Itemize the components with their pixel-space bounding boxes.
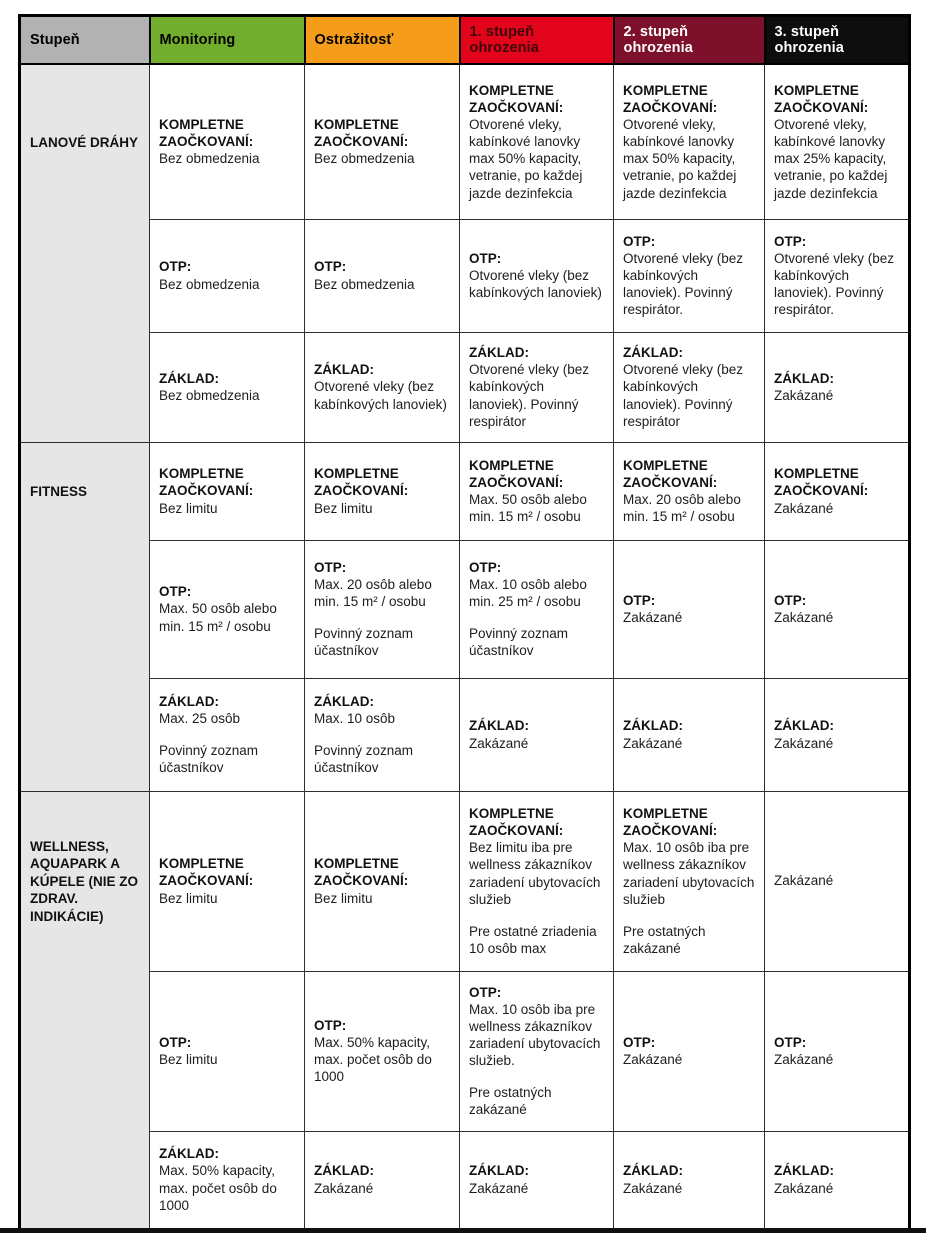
- group-label: FITNESS: [30, 483, 88, 499]
- cell-title: KOMPLETNE ZAOČKOVANÍ:: [314, 856, 409, 889]
- cell-title: ZÁKLAD:: [774, 718, 834, 734]
- cell-body: Zakázané: [774, 1052, 834, 1067]
- cell-title: KOMPLETNE ZAOČKOVANÍ:: [623, 805, 718, 839]
- cell-body: Zakázané: [774, 388, 834, 403]
- cell-title: KOMPLETNE ZAOČKOVANÍ:: [774, 82, 869, 115]
- cell-title: OTP:: [623, 1034, 656, 1050]
- restrictions-table: [18, 14, 911, 1231]
- group-label: WELLNESS, AQUAPARK A KÚPELE (NIE ZO ZDRAV. INDIKÁCIE): [30, 838, 139, 924]
- page-bottom-rule: [0, 1228, 926, 1233]
- cell-g3-r2-c1: [150, 971, 305, 1131]
- cell-title: OTP:: [159, 1034, 192, 1050]
- cell-body: Zakázané: [623, 610, 683, 625]
- header-cell-stage: Stupeň: [20, 16, 150, 65]
- cell-g3-r2-c4: [614, 971, 765, 1131]
- table-row: [20, 540, 910, 678]
- cell-g2-r1-c4: [614, 442, 765, 540]
- cell-body: Max. 20 osôb alebo min. 15 m² / osobu: [623, 492, 741, 525]
- cell-title: ZÁKLAD:: [623, 718, 683, 734]
- cell-g2-r3-c1: [150, 678, 305, 791]
- cell-body: Zakázané: [774, 500, 834, 516]
- cell-body: Max. 10 osôb: [314, 710, 396, 726]
- cell-title: KOMPLETNE ZAOČKOVANÍ:: [469, 805, 564, 839]
- cell-body: Bez obmedzenia: [159, 151, 260, 167]
- group-label: LANOVÉ DRÁHY: [30, 134, 139, 150]
- cell-body: Bez obmedzenia: [314, 276, 415, 292]
- cell-title: OTP:: [774, 233, 807, 249]
- table-row: [20, 678, 910, 791]
- cell-title: OTP:: [314, 259, 347, 275]
- cell-body: Otvorené vleky, kabínkové lanovky max 50% kapacity, vetranie, po každej jazde dezinfekcia: [469, 117, 583, 201]
- cell-g3-r1-c1: [150, 791, 305, 971]
- cell-title: OTP:: [469, 984, 502, 1000]
- cell-g2-r1-c2: [305, 442, 460, 540]
- cell-g2-r1-c3: [460, 442, 614, 540]
- cell-body-secondary: Povinný zoznam účastníkov: [469, 626, 569, 659]
- table-row: [20, 971, 910, 1131]
- cell-g2-r3-c4: [614, 678, 765, 791]
- cell-g3-r1-c2: [305, 791, 460, 971]
- cell-body-secondary: Pre ostatné zriadenia 10 osôb max: [469, 923, 597, 956]
- cell-title: ZÁKLAD:: [159, 693, 219, 709]
- cell-body-secondary: Pre ostatných zakázané: [623, 923, 706, 956]
- cell-g3-r1-c4: [614, 791, 765, 971]
- cell-title: KOMPLETNE ZAOČKOVANÍ:: [623, 82, 718, 115]
- cell-body: Max. 50 osôb alebo min. 15 m² / osobu: [159, 601, 277, 634]
- cell-body: Zakázané: [774, 610, 834, 625]
- cell-body-secondary: Pre ostatných zakázané: [469, 1085, 552, 1118]
- cell-body: Otvorené vleky (bez kabínkových lanoviek): [314, 379, 447, 412]
- cell-g1-r1-c1: [150, 64, 305, 219]
- cell-body: Bez limitu iba pre wellness zákazníkov zariadení ubytovacích služieb: [469, 840, 601, 907]
- cell-body: Zakázané: [314, 1180, 374, 1196]
- cell-g3-r2-c5: [765, 971, 910, 1131]
- cell-title: ZÁKLAD:: [774, 1163, 834, 1179]
- cell-g1-r1-c3: [460, 64, 614, 219]
- cell-body: Otvorené vleky (bez kabínkových lanoviek). Povinný respirátor: [623, 362, 744, 429]
- cell-body: Max. 50 osôb alebo min. 15 m² / osobu: [469, 492, 587, 525]
- cell-g3-r2-c2: [305, 971, 460, 1131]
- cell-body: Otvorené vleky, kabínkové lanovky max 50% kapacity, vetranie, po každej jazde dezinfekcia: [623, 117, 737, 201]
- cell-g2-r2-c3: [460, 540, 614, 678]
- cell-body: Zakázané: [623, 1052, 683, 1067]
- cell-body: Bez limitu: [159, 500, 218, 516]
- cell-body: Max. 50% kapacity, max. počet osôb do 1000: [159, 1163, 277, 1213]
- cell-body: Bez limitu: [159, 890, 218, 906]
- header-cell-monitoring: Monitoring: [150, 16, 305, 65]
- cell-g1-r3-c3: [460, 332, 614, 442]
- cell-g2-r2-c5: [765, 540, 910, 678]
- cell-body: Zakázané: [623, 1180, 683, 1196]
- cell-g2-r2-c1: [150, 540, 305, 678]
- cell-body: Bez obmedzenia: [159, 276, 260, 292]
- cell-title: OTP:: [159, 584, 192, 600]
- cell-body: Otvorené vleky (bez kabínkových lanoviek). Povinný respirátor.: [623, 250, 744, 318]
- cell-body: Zakázané: [623, 735, 683, 751]
- cell-title: ZÁKLAD:: [159, 1146, 219, 1162]
- cell-body: Bez limitu: [314, 500, 373, 516]
- cell-body: Zakázané: [469, 735, 529, 751]
- cell-g3-r3-c2: [305, 1131, 460, 1229]
- cell-g3-r2-c3: [460, 971, 614, 1131]
- cell-body: Max. 50% kapacity, max. počet osôb do 1000: [314, 1034, 432, 1085]
- cell-body: Max. 10 osôb iba pre wellness zákazníkov zariadení ubytovacích služieb: [623, 840, 755, 907]
- cell-body: Otvorené vleky (bez kabínkových lanoviek). Povinný respirátor: [469, 362, 590, 429]
- cell-title: ZÁKLAD:: [469, 718, 529, 734]
- cell-title: OTP:: [469, 559, 502, 575]
- cell-g1-r2-c3: [460, 219, 614, 332]
- cell-g1-r2-c1: [150, 219, 305, 332]
- cell-body: Bez limitu: [314, 890, 373, 906]
- cell-title: ZÁKLAD:: [623, 1163, 683, 1179]
- cell-g2-r1-c5: [765, 442, 910, 540]
- cell-g3-r3-c1: [150, 1131, 305, 1229]
- table-body: [20, 64, 910, 1229]
- cell-title: ZÁKLAD:: [469, 1163, 529, 1179]
- table-row: [20, 64, 910, 219]
- table-row: [20, 1131, 910, 1229]
- cell-title: ZÁKLAD:: [314, 362, 374, 378]
- cell-g1-r2-c5: [765, 219, 910, 332]
- group-label-cell-2: [20, 442, 150, 791]
- cell-g3-r3-c3: [460, 1131, 614, 1229]
- cell-body: Max. 25 osôb: [159, 710, 241, 726]
- header-cell-threat-3: 3. stupeň ohrozenia: [765, 16, 910, 65]
- cell-g2-r3-c2: [305, 678, 460, 791]
- cell-g1-r3-c4: [614, 332, 765, 442]
- cell-title: OTP:: [314, 559, 347, 575]
- table-row: [20, 791, 910, 971]
- cell-title: KOMPLETNE ZAOČKOVANÍ:: [159, 466, 254, 499]
- cell-g1-r2-c4: [614, 219, 765, 332]
- cell-body: Otvorené vleky (bez kabínkových lanoviek). Povinný respirátor.: [774, 250, 895, 318]
- cell-title: OTP:: [774, 1034, 807, 1050]
- cell-g3-r1-c5: [765, 791, 910, 971]
- cell-title: ZÁKLAD:: [159, 370, 219, 386]
- cell-body: Max. 20 osôb alebo min. 15 m² / osobu: [314, 576, 432, 609]
- cell-g1-r3-c5: [765, 332, 910, 442]
- cell-title: ZÁKLAD:: [623, 345, 683, 361]
- group-label-cell-3: [20, 791, 150, 1229]
- header-cell-threat-2: 2. stupeň ohrozenia: [614, 16, 765, 65]
- cell-g1-r1-c4: [614, 64, 765, 219]
- cell-body-secondary: Povinný zoznam účastníkov: [314, 626, 414, 659]
- cell-g2-r2-c2: [305, 540, 460, 678]
- restrictions-table-wrap: [18, 14, 911, 1231]
- cell-title: ZÁKLAD:: [469, 345, 529, 361]
- header-row: [20, 16, 910, 65]
- cell-title: KOMPLETNE ZAOČKOVANÍ:: [623, 457, 718, 490]
- cell-title: OTP:: [623, 592, 656, 608]
- cell-title: KOMPLETNE ZAOČKOVANÍ:: [314, 117, 409, 150]
- cell-title: KOMPLETNE ZAOČKOVANÍ:: [774, 466, 869, 499]
- cell-body-secondary: Povinný zoznam účastníkov: [159, 743, 259, 776]
- cell-g3-r3-c5: [765, 1131, 910, 1229]
- cell-g1-r3-c2: [305, 332, 460, 442]
- cell-g1-r1-c2: [305, 64, 460, 219]
- cell-body: Bez obmedzenia: [159, 388, 260, 403]
- cell-body-secondary: Povinný zoznam účastníkov: [314, 743, 414, 776]
- table-row: [20, 332, 910, 442]
- cell-body: Zakázané: [774, 1180, 834, 1196]
- cell-title: OTP:: [469, 250, 502, 266]
- cell-title: OTP:: [314, 1017, 347, 1033]
- cell-g1-r3-c1: [150, 332, 305, 442]
- cell-body: Zakázané: [774, 873, 834, 889]
- cell-title: OTP:: [623, 233, 656, 249]
- cell-title: KOMPLETNE ZAOČKOVANÍ:: [469, 457, 564, 490]
- group-label-cell-1: [20, 64, 150, 442]
- cell-g2-r3-c3: [460, 678, 614, 791]
- cell-body: Max. 10 osôb alebo min. 25 m² / osobu: [469, 576, 587, 609]
- cell-body: Otvorené vleky, kabínkové lanovky max 25% kapacity, vetranie, po každej jazde dezinfekcia: [774, 117, 888, 201]
- cell-g3-r1-c3: [460, 791, 614, 971]
- cell-body: Otvorené vleky (bez kabínkových lanoviek): [469, 267, 602, 301]
- cell-body: Zakázané: [469, 1180, 529, 1196]
- cell-g2-r1-c1: [150, 442, 305, 540]
- cell-body: Bez obmedzenia: [314, 151, 415, 167]
- cell-g2-r3-c5: [765, 678, 910, 791]
- cell-g2-r2-c4: [614, 540, 765, 678]
- cell-g1-r1-c5: [765, 64, 910, 219]
- cell-body: Bez limitu: [159, 1052, 218, 1067]
- cell-title: OTP:: [159, 259, 192, 275]
- table-row: [20, 219, 910, 332]
- cell-body: Max. 10 osôb iba pre wellness zákazníkov zariadení ubytovacích služieb.: [469, 1001, 601, 1069]
- cell-title: KOMPLETNE ZAOČKOVANÍ:: [159, 117, 254, 150]
- cell-body: Zakázané: [774, 735, 834, 751]
- header-cell-ostrazitost: Ostražitosť: [305, 16, 460, 65]
- header-cell-threat-1: 1. stupeň ohrozenia: [460, 16, 614, 65]
- cell-title: ZÁKLAD:: [314, 1163, 374, 1179]
- cell-title: KOMPLETNE ZAOČKOVANÍ:: [314, 466, 409, 499]
- table-row: [20, 442, 910, 540]
- cell-g1-r2-c2: [305, 219, 460, 332]
- cell-title: KOMPLETNE ZAOČKOVANÍ:: [159, 856, 254, 889]
- cell-title: OTP:: [774, 592, 807, 608]
- cell-title: ZÁKLAD:: [774, 370, 834, 386]
- cell-title: KOMPLETNE ZAOČKOVANÍ:: [469, 82, 564, 115]
- cell-g3-r3-c4: [614, 1131, 765, 1229]
- cell-title: ZÁKLAD:: [314, 693, 374, 709]
